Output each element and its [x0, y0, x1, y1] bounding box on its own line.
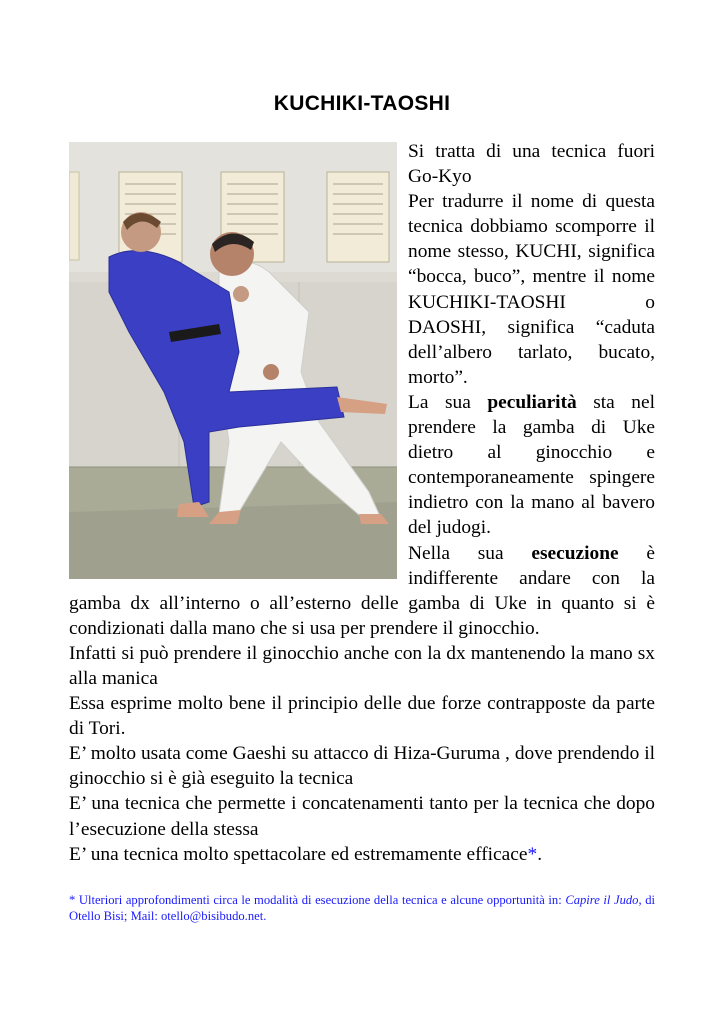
footnote-marker: * — [527, 843, 538, 865]
photo-float-spacer — [69, 139, 408, 582]
footnote — [69, 892, 655, 924]
paragraph-intro: Si tratta di una tecnica fuori Go-Kyo — [408, 141, 655, 188]
paragraph-spectacular — [69, 842, 655, 867]
spectacular-text: E’ una tecnica molto spettacolare ed estremamente efficace — [69, 843, 528, 865]
paragraph-grip: Infatti si può prendere il ginocchio anche con la dx mantenendo la mano sx alla manica — [69, 642, 655, 689]
page-title: KUCHIKI-TAOSHI — [273, 92, 451, 115]
footnote-author-mail: , di Otello Bisi; Mail: otello@bisibudo.net. — [69, 893, 655, 923]
spectacular-end: . — [537, 843, 543, 865]
execution-text-before: Nella sua — [408, 542, 532, 564]
footnote-book-title: Capire il Judo — [565, 893, 639, 907]
paragraph-combinations: E’ una tecnica che permette i concatenamenti tanto per la tecnica che dopo l’esecuzione della stessa — [69, 793, 655, 840]
peculiarity-bold: peculiarità — [487, 391, 577, 413]
peculiarity-text-after: sta nel prendere la gamba di Uke dietro al ginocchio e contemporaneamente spingere indietro con la mano al bavero del judogi. — [408, 391, 655, 539]
paragraph-name-meaning: Per tradurre il nome di questa tecnica dobbiamo scomporre il nome stesso, KUCHI, significa “bocca, buco”, mentre il nome KUCHIKI-TAOSHI o DAOSHI, significa “caduta dell’albero tarlato, bucato, morto”. — [408, 191, 655, 388]
peculiarity-text-before: La sua — [408, 391, 488, 413]
paragraph-principle: Essa esprime molto bene il principio delle due forze contrapposte da parte di Tori. — [69, 693, 655, 740]
paragraph-gaeshi: E’ molto usata come Gaeshi su attacco di Hiza-Guruma , dove prendendo il ginocchio si è già eseguito la tecnica — [69, 743, 655, 790]
body-text — [69, 139, 655, 867]
execution-bold: esecuzione — [531, 542, 619, 564]
execution-text-after: è indifferente andare con la gamba dx all’interno o all’esterno delle gamba di Uke in quanto si è condizionati dalla mano che si usa per prendere il ginocchio. — [69, 542, 655, 639]
footnote-text: * Ulteriori approfondimenti circa le modalità di esecuzione della tecnica e alcune opportunità in: — [69, 893, 566, 907]
